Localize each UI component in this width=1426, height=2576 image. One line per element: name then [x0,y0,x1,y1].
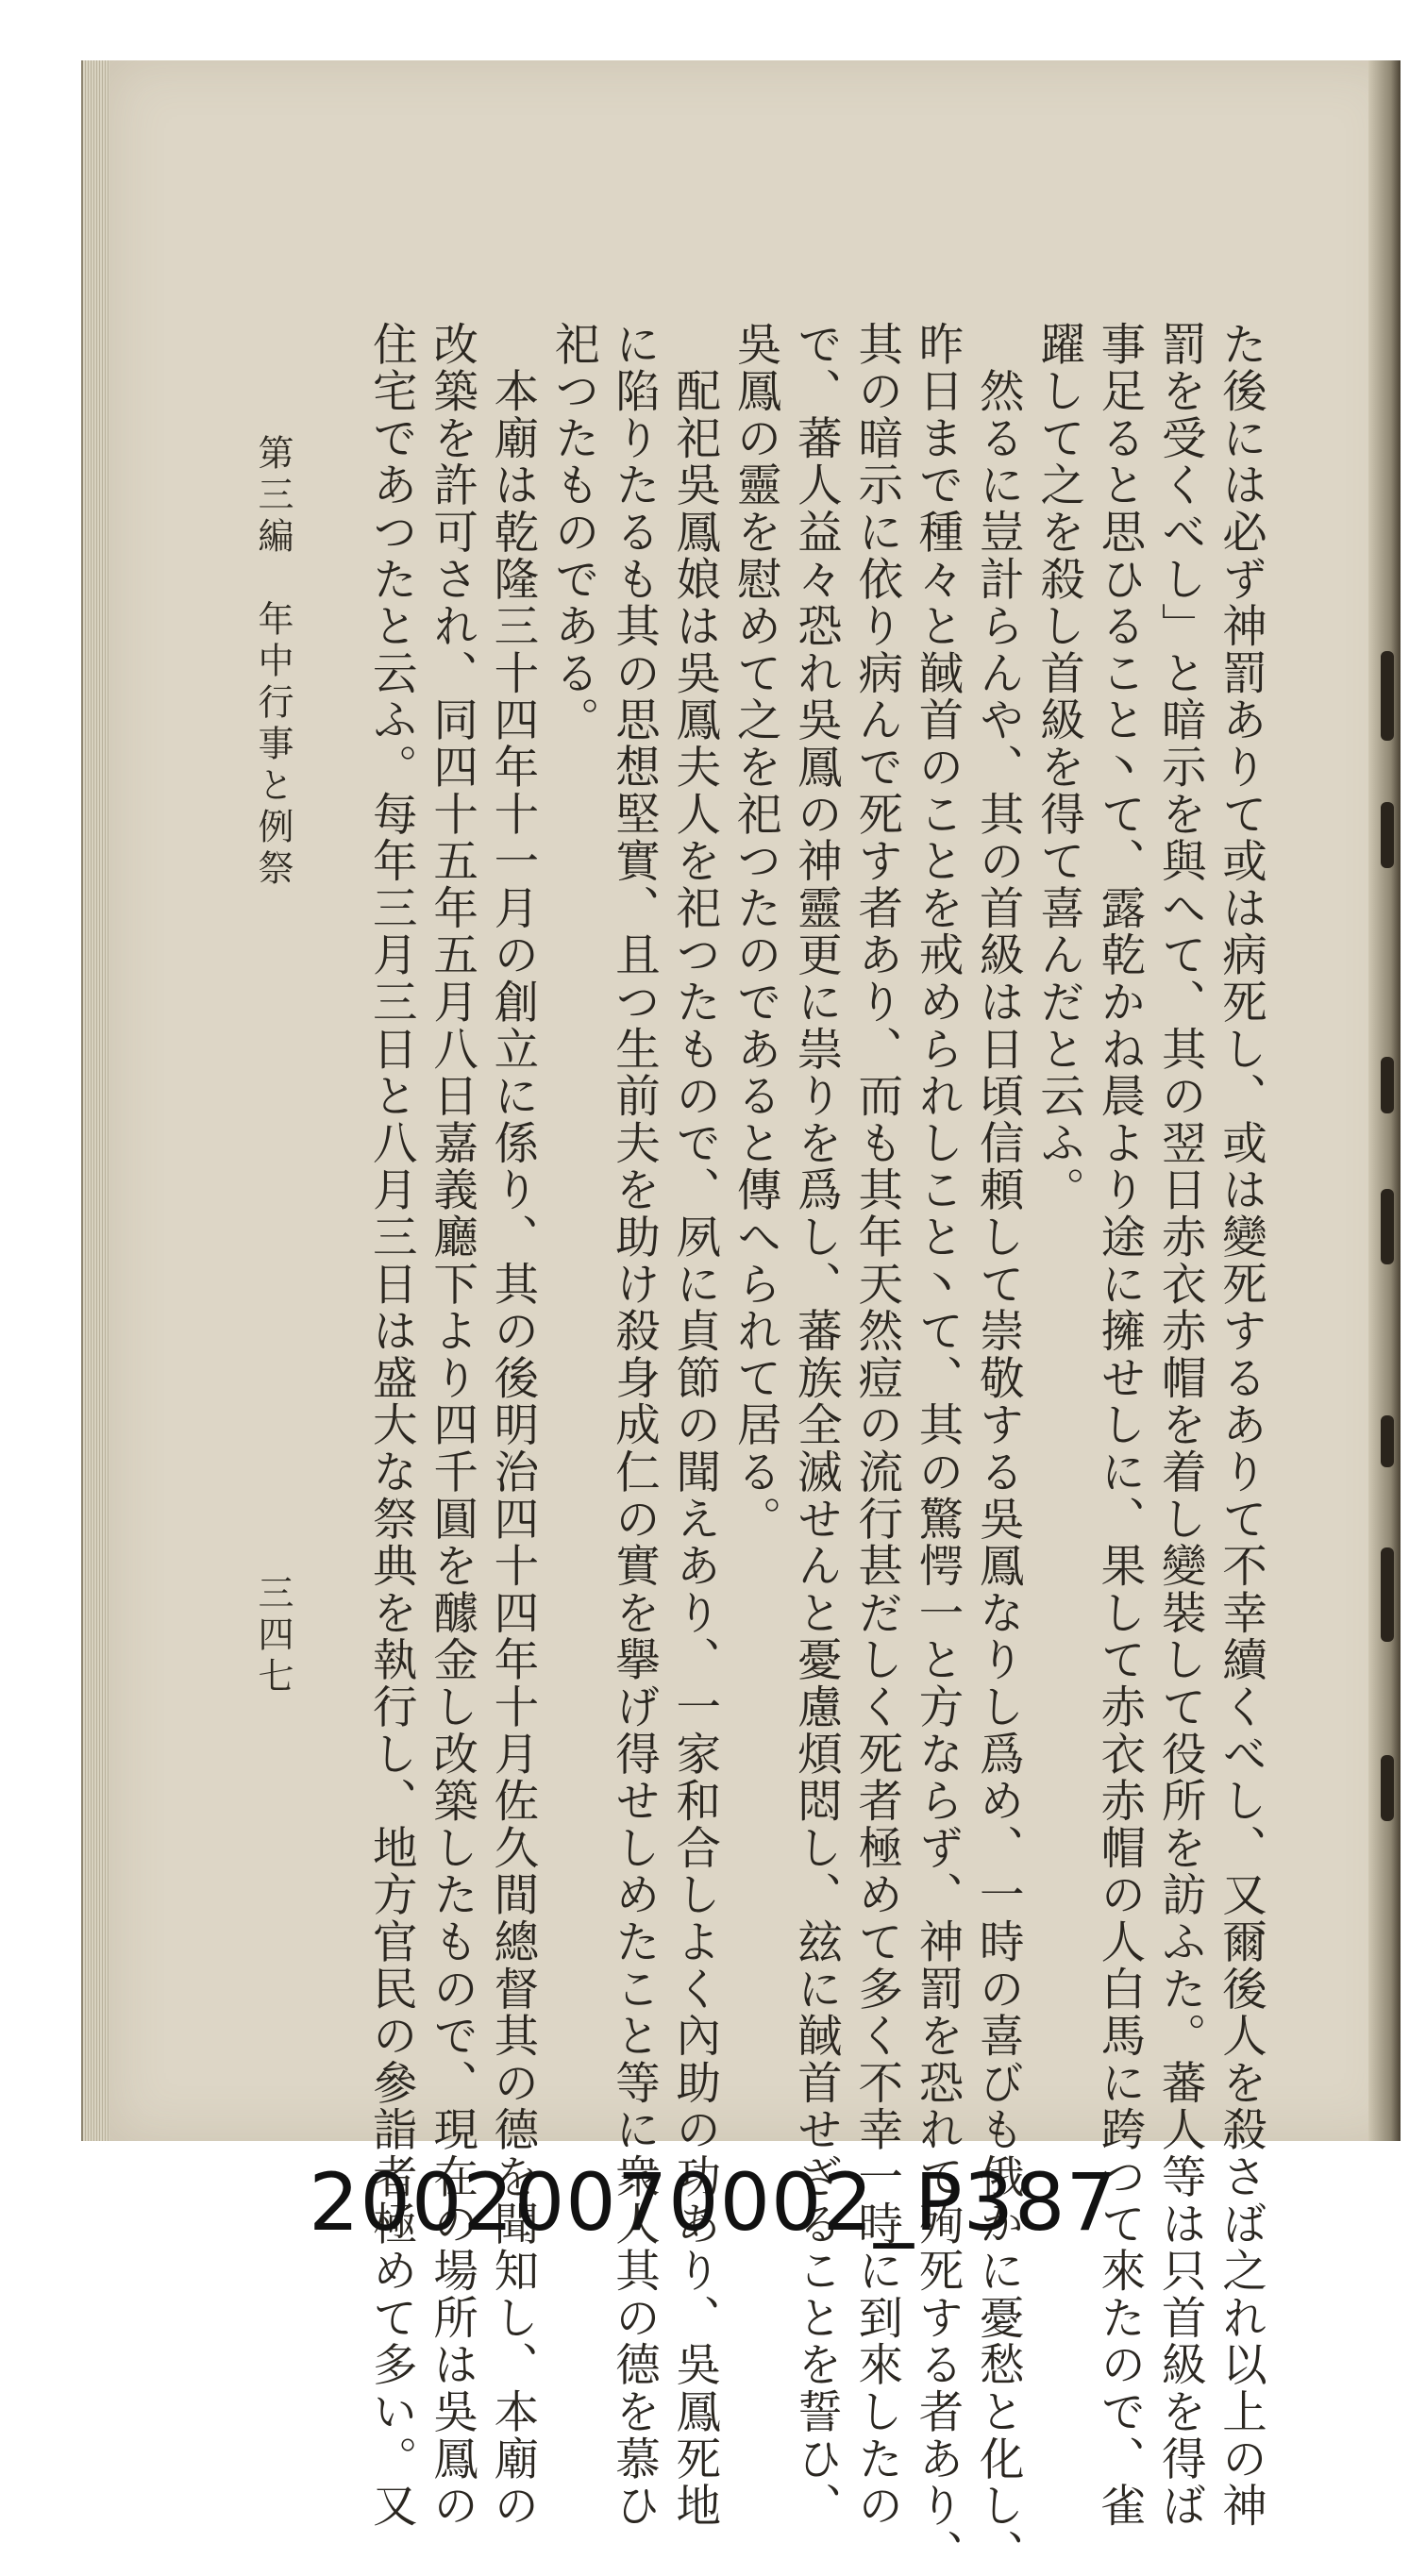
text-column: 事足ると思ひること丶て、露乾かね晨より途に擁せしに、果して赤衣赤帽の人白馬に跨つて來たので、雀 [1092,321,1145,2530]
image-caption: 20020070002_P387 [309,2156,1117,2249]
running-footer-title: 第三編 年中行事と例祭 [252,434,294,891]
text-column: 然るに豈計らんや、其の首級は日頃信頼して崇敬する吳鳳なりし爲め、一時の喜びも俄かに憂愁と化し、 [971,321,1024,2576]
binding-hole [1381,651,1394,741]
page-stack-edge [81,60,111,2141]
text-column: 本廟は乾隆三十四年十一月の創立に係り、其の後明治四十四年十月佐久間總督其の德を聞知し、本廟の [485,321,538,2530]
text-column: 配祀吳鳳娘は吳鳳夫人を祀つたもので、夙に貞節の聞えあり、一家和合しよく內助の功あり、吳鳳死地 [667,321,720,2530]
text-column: 罰を受くべし」と暗示を與へて、其の翌日赤衣赤帽を着し變裝して役所を訪ふた。蕃人等は只首級を得ば [1153,321,1206,2530]
text-column: 躍して之を殺し首級を得て喜んだと云ふ。 [1032,321,1084,1214]
binding-hole [1381,1057,1394,1113]
text-column: 昨日まで種々と馘首のことを戒められしこと丶て、其の驚愕一と方ならず、神罰を恐れて殉死する者あり、 [911,321,963,2576]
text-column: 吳鳳の靈を慰めて之を祀つたのであると傳へられて居る。 [729,321,781,1543]
text-column: 改築を許可され、同四十五年五月八日嘉義廳下より四千圓を醵金し改築したもので、現在の場所は吳鳳の [425,321,478,2530]
binding-hole [1381,802,1394,868]
binding-hole [1381,1189,1394,1264]
binding-hole [1381,1415,1394,1467]
text-column: た後には必ず神罰ありて或は病死し、或は變死するありて不幸續くべし、又爾後人を殺さば之れ以上の神 [1214,321,1267,2530]
text-column: 住宅であつたと云ふ。每年三月三日と八月三日は盛大な祭典を執行し、地方官民の參詣者極めて多い。又 [364,321,417,2530]
text-column: 祀つたものである。 [546,321,599,744]
page-number: 三四七 [252,1574,294,1698]
binding-hole [1381,1755,1394,1821]
text-column: で、蕃人益々恐れ吳鳳の神靈更に祟りを爲し、蕃族全滅せんと憂慮煩悶し、玆に馘首せざることを誓ひ、 [789,321,842,2530]
text-column: 其の暗示に依り病んで死す者あり、而も其年天然痘の流行甚だしく死者極めて多く不幸一時に到來したの [849,321,902,2530]
text-column: に陷りたるも其の思想堅實、且つ生前夫を助け殺身成仁の實を擧げ得せしめたこと等に衆人其の德を慕ひ [607,321,660,2530]
binding-hole [1381,1547,1394,1642]
